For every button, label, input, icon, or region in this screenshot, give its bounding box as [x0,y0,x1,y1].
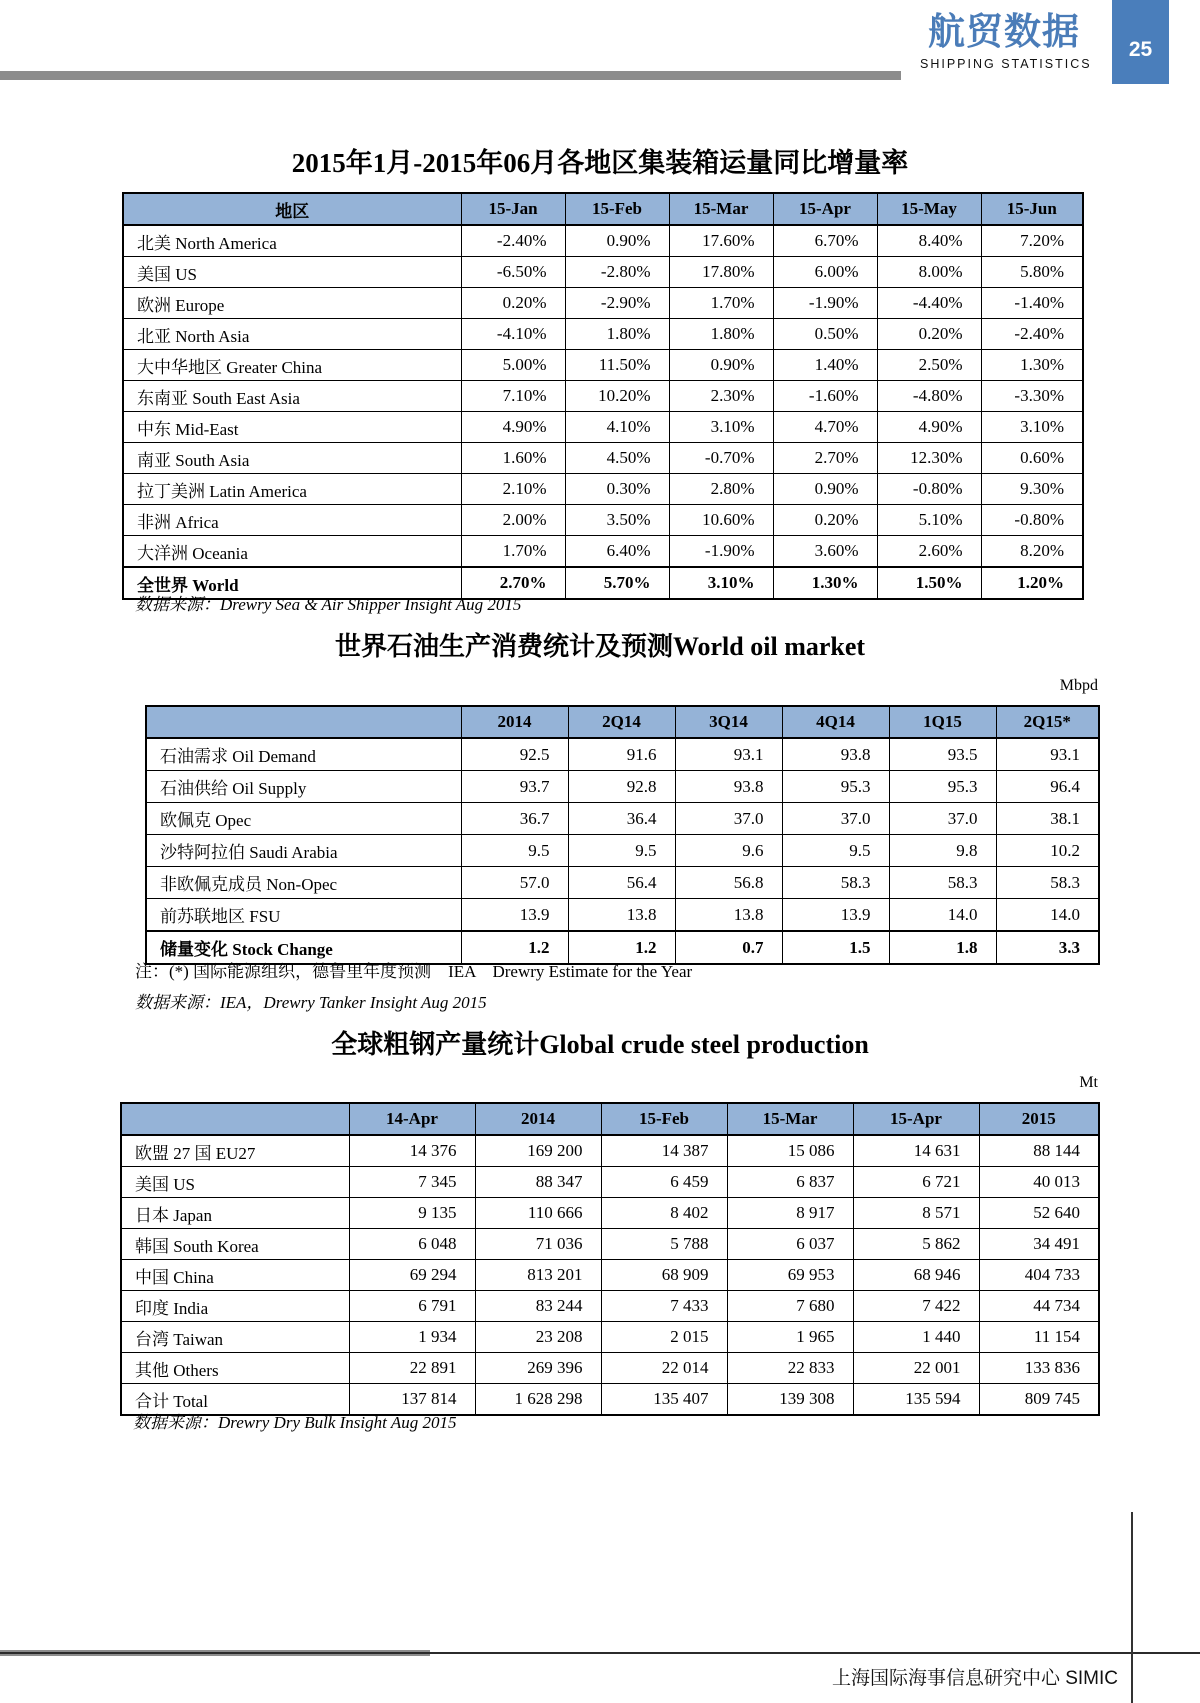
cell-value: 133 836 [979,1353,1099,1384]
cell-value: 3.10% [669,567,773,599]
cell-value: 14.0 [996,899,1099,932]
cell-value: 9.5 [782,835,889,867]
cell-value: -4.80% [877,381,981,412]
cell-value: 0.20% [877,319,981,350]
row-label: 中东 Mid-East [123,412,461,443]
row-label: 北亚 North Asia [123,319,461,350]
cell-value: -2.40% [461,225,565,257]
cell-value: 5 788 [601,1229,727,1260]
cell-value: -2.80% [565,257,669,288]
cell-value: 37.0 [782,803,889,835]
cell-value: 13.8 [568,899,675,932]
cell-value: 8.40% [877,225,981,257]
cell-value: 5.10% [877,505,981,536]
cell-value: 9.30% [981,474,1083,505]
row-label: 欧佩克 Opec [146,803,461,835]
cell-value: 2.70% [461,567,565,599]
cell-value: 88 347 [475,1167,601,1198]
row-label: 沙特阿拉伯 Saudi Arabia [146,835,461,867]
cell-value: 9.5 [568,835,675,867]
cell-value: 6.00% [773,257,877,288]
masthead-title-en: SHIPPING STATISTICS [920,57,1092,71]
cell-value: -0.80% [877,474,981,505]
table-row [123,536,1083,568]
cell-value: 15 086 [727,1135,853,1167]
table-world-oil-market [145,705,1100,965]
cell-value: 22 014 [601,1353,727,1384]
cell-value: 52 640 [979,1198,1099,1229]
cell-value: 0.7 [675,931,782,964]
column-header: 3Q14 [675,706,782,738]
row-label: 美国 US [123,257,461,288]
page-number-badge [1112,0,1169,84]
row-label: 大中华地区 Greater China [123,350,461,381]
cell-value: 58.3 [889,867,996,899]
cell-value: -1.60% [773,381,877,412]
row-label: 东南亚 South East Asia [123,381,461,412]
cell-value: 9.6 [675,835,782,867]
cell-value: 1.80% [669,319,773,350]
cell-value: 6 721 [853,1167,979,1198]
cell-value: 404 733 [979,1260,1099,1291]
table-row [121,1135,1099,1167]
cell-value: -1.90% [773,288,877,319]
column-header: 地区 [123,193,461,225]
cell-value: 9 135 [349,1198,475,1229]
cell-value: 1.40% [773,350,877,381]
row-label: 合计 Total [121,1384,349,1416]
row-label: 欧洲 Europe [123,288,461,319]
table-row [121,1353,1099,1384]
cell-value: 9.5 [461,835,568,867]
cell-value: 1.30% [981,350,1083,381]
cell-value: -4.40% [877,288,981,319]
cell-value: 10.20% [565,381,669,412]
table2-note: 注：(*) 国际能源组织，德鲁里年度预测 IEA Drewry Estimate for the Year [135,962,693,981]
column-header [121,1103,349,1135]
cell-value: 13.9 [782,899,889,932]
cell-value: 8.20% [981,536,1083,568]
table-row [121,1260,1099,1291]
column-header: 15-Mar [669,193,773,225]
cell-value: 3.10% [669,412,773,443]
column-header: 15-Jan [461,193,565,225]
cell-value: 1 440 [853,1322,979,1353]
cell-value: 1.70% [461,536,565,568]
table-row [146,771,1099,803]
source-label: 数据来源： [135,993,220,1012]
cell-value: 91.6 [568,738,675,771]
cell-value: 6 048 [349,1229,475,1260]
cell-value: 58.3 [782,867,889,899]
row-label: 前苏联地区 FSU [146,899,461,932]
cell-value: 5.80% [981,257,1083,288]
table2-title: 世界石油生产消费统计及预测World oil market [334,632,866,661]
cell-value: -1.90% [669,536,773,568]
column-header [146,706,461,738]
cell-value: 0.20% [773,505,877,536]
cell-value: 17.80% [669,257,773,288]
table-row [123,257,1083,288]
cell-value: 0.20% [461,288,565,319]
cell-value: 14 387 [601,1135,727,1167]
cell-value: 23 208 [475,1322,601,1353]
column-header: 2Q14 [568,706,675,738]
row-label: 全世界 World [123,567,461,599]
column-header: 14-Apr [349,1103,475,1135]
cell-value: 137 814 [349,1384,475,1416]
table-row [146,899,1099,932]
cell-value: 6.70% [773,225,877,257]
cell-value: 12.30% [877,443,981,474]
cell-value: 69 953 [727,1260,853,1291]
column-header: 2014 [475,1103,601,1135]
cell-value: 4.90% [877,412,981,443]
source-text: IEA，Drewry Tanker Insight Aug 2015 [220,993,487,1012]
cell-value: 14 376 [349,1135,475,1167]
row-label: 台湾 Taiwan [121,1322,349,1353]
cell-value: 93.8 [782,738,889,771]
cell-value: 8 402 [601,1198,727,1229]
row-label: 日本 Japan [121,1198,349,1229]
cell-value: 4.50% [565,443,669,474]
cell-value: 8 571 [853,1198,979,1229]
cell-value: 0.90% [565,225,669,257]
table-row [123,443,1083,474]
cell-value: 37.0 [889,803,996,835]
table-row [121,1198,1099,1229]
cell-value: 3.3 [996,931,1099,964]
table-row [121,1229,1099,1260]
cell-value: 36.7 [461,803,568,835]
cell-value: -4.10% [461,319,565,350]
cell-value: 8.00% [877,257,981,288]
cell-value: 2.30% [669,381,773,412]
table3-title: 全球粗钢产量统计Global crude steel production [331,1030,869,1059]
cell-value: 13.8 [675,899,782,932]
table-row [123,412,1083,443]
column-header: 15-Mar [727,1103,853,1135]
column-header: 15-Feb [601,1103,727,1135]
cell-value: 13.9 [461,899,568,932]
cell-value: 6 791 [349,1291,475,1322]
cell-value: -6.50% [461,257,565,288]
footer-vertical-rule [1131,1512,1133,1703]
table-row [123,474,1083,505]
cell-value: 3.10% [981,412,1083,443]
column-header: 2014 [461,706,568,738]
header-rule [0,71,901,80]
cell-value: 809 745 [979,1384,1099,1416]
row-label: 石油需求 Oil Demand [146,738,461,771]
cell-value: 1.30% [773,567,877,599]
cell-value: -0.70% [669,443,773,474]
cell-value: 58.3 [996,867,1099,899]
column-header: 15-Feb [565,193,669,225]
cell-value: 38.1 [996,803,1099,835]
cell-value: 95.3 [889,771,996,803]
cell-value: 2.80% [669,474,773,505]
column-header: 15-Apr [853,1103,979,1135]
cell-value: 2.70% [773,443,877,474]
cell-value: 7 680 [727,1291,853,1322]
row-label: 北美 North America [123,225,461,257]
row-label: 南亚 South Asia [123,443,461,474]
cell-value: 44 734 [979,1291,1099,1322]
cell-value: 10.60% [669,505,773,536]
cell-value: 92.5 [461,738,568,771]
cell-value: 14 631 [853,1135,979,1167]
cell-value: 3.50% [565,505,669,536]
cell-value: 68 909 [601,1260,727,1291]
row-label: 大洋洲 Oceania [123,536,461,568]
table-row [123,319,1083,350]
cell-value: 10.2 [996,835,1099,867]
cell-value: -1.40% [981,288,1083,319]
cell-value: 93.8 [675,771,782,803]
column-header: 15-Apr [773,193,877,225]
cell-value: 0.30% [565,474,669,505]
cell-value: 22 891 [349,1353,475,1384]
cell-value: 5 862 [853,1229,979,1260]
cell-value: 1.5 [782,931,889,964]
table-row [123,225,1083,257]
masthead [920,10,1092,71]
cell-value: 9.8 [889,835,996,867]
table-row [121,1167,1099,1198]
row-label: 储量变化 Stock Change [146,931,461,964]
cell-value: 93.1 [675,738,782,771]
row-label: 欧盟 27 国 EU27 [121,1135,349,1167]
cell-value: 69 294 [349,1260,475,1291]
table1-source [135,590,521,615]
cell-value: 93.7 [461,771,568,803]
cell-value: 1 628 298 [475,1384,601,1416]
cell-value: 139 308 [727,1384,853,1416]
column-header: 15-May [877,193,981,225]
table-row [123,381,1083,412]
cell-value: 6 837 [727,1167,853,1198]
cell-value: 93.5 [889,738,996,771]
table2-unit-label: Mbpd [1059,677,1098,694]
cell-value: 56.8 [675,867,782,899]
cell-value: 93.1 [996,738,1099,771]
cell-value: 1.2 [568,931,675,964]
cell-value: 83 244 [475,1291,601,1322]
cell-value: 22 001 [853,1353,979,1384]
column-header: 2Q15* [996,706,1099,738]
source-label: 数据来源： [135,595,220,614]
cell-value: -2.90% [565,288,669,319]
table-row [123,350,1083,381]
table-row [146,738,1099,771]
cell-value: 135 407 [601,1384,727,1416]
cell-value: 7.10% [461,381,565,412]
cell-value: 7 433 [601,1291,727,1322]
cell-value: 1.2 [461,931,568,964]
cell-value: 110 666 [475,1198,601,1229]
table1-title: 2015年1月-2015年06月各地区集装箱运量同比增量率 [291,148,909,178]
cell-value: 1.8 [889,931,996,964]
cell-value: 813 201 [475,1260,601,1291]
cell-value: 22 833 [727,1353,853,1384]
row-label: 印度 India [121,1291,349,1322]
cell-value: 88 144 [979,1135,1099,1167]
row-label: 其他 Others [121,1353,349,1384]
column-header: 2015 [979,1103,1099,1135]
table-header-row [146,706,1099,738]
cell-value: 5.00% [461,350,565,381]
cell-value: 95.3 [782,771,889,803]
cell-value: 5.70% [565,567,669,599]
cell-value: 7 422 [853,1291,979,1322]
footer-rule [0,1652,1200,1654]
cell-value: 2.60% [877,536,981,568]
source-text: Drewry Sea & Air Shipper Insight Aug 2015 [220,595,522,614]
cell-value: 71 036 [475,1229,601,1260]
table-row [121,1322,1099,1353]
cell-value: 1.80% [565,319,669,350]
cell-value: 8 917 [727,1198,853,1229]
cell-value: 3.60% [773,536,877,568]
source-label: 数据来源： [133,1413,218,1432]
cell-value: 1.20% [981,567,1083,599]
row-label: 石油供给 Oil Supply [146,771,461,803]
row-label: 非欧佩克成员 Non-Opec [146,867,461,899]
row-label: 非洲 Africa [123,505,461,536]
cell-value: 40 013 [979,1167,1099,1198]
cell-value: 92.8 [568,771,675,803]
cell-value: 2 015 [601,1322,727,1353]
cell-value: 7 345 [349,1167,475,1198]
table3-unit-label: Mt [1079,1074,1098,1091]
masthead-title-cn: 航贸数据 [928,11,1080,52]
cell-value: 2.10% [461,474,565,505]
cell-value: 34 491 [979,1229,1099,1260]
cell-value: 1.50% [877,567,981,599]
footer-organization: 上海国际海事信息研究中心 SIMIC [831,1668,1118,1689]
table-row [146,803,1099,835]
table-row [146,867,1099,899]
cell-value: -0.80% [981,505,1083,536]
row-label: 中国 China [121,1260,349,1291]
table-header-row [121,1103,1099,1135]
cell-value: 0.60% [981,443,1083,474]
cell-value: 4.70% [773,412,877,443]
cell-value: 37.0 [675,803,782,835]
cell-value: 56.4 [568,867,675,899]
table-row [123,505,1083,536]
cell-value: 6 459 [601,1167,727,1198]
cell-value: 4.90% [461,412,565,443]
table-row [121,1291,1099,1322]
cell-value: 4.10% [565,412,669,443]
cell-value: 57.0 [461,867,568,899]
table-global-crude-steel [120,1102,1100,1416]
table2-source [135,988,487,1013]
cell-value: 0.90% [773,474,877,505]
table3-source [133,1408,456,1433]
cell-value: 6 037 [727,1229,853,1260]
row-label: 拉丁美洲 Latin America [123,474,461,505]
cell-value: 36.4 [568,803,675,835]
source-text: Drewry Dry Bulk Insight Aug 2015 [218,1413,457,1432]
cell-value: 135 594 [853,1384,979,1416]
cell-value: 1 965 [727,1322,853,1353]
table-header-row [123,193,1083,225]
cell-value: 1 934 [349,1322,475,1353]
column-header: 4Q14 [782,706,889,738]
row-label: 韩国 South Korea [121,1229,349,1260]
cell-value: 1.70% [669,288,773,319]
cell-value: 0.90% [669,350,773,381]
cell-value: 169 200 [475,1135,601,1167]
cell-value: 68 946 [853,1260,979,1291]
cell-value: 14.0 [889,899,996,932]
cell-value: 1.60% [461,443,565,474]
table-row [123,288,1083,319]
cell-value: 2.50% [877,350,981,381]
table-row [146,835,1099,867]
cell-value: 96.4 [996,771,1099,803]
row-label: 美国 US [121,1167,349,1198]
page-number: 25 [1128,38,1153,61]
cell-value: 6.40% [565,536,669,568]
cell-value: 7.20% [981,225,1083,257]
cell-value: 17.60% [669,225,773,257]
column-header: 15-Jun [981,193,1083,225]
cell-value: 2.00% [461,505,565,536]
cell-value: 11 154 [979,1322,1099,1353]
table-regional-container-volume [122,192,1084,600]
cell-value: 269 396 [475,1353,601,1384]
cell-value: 0.50% [773,319,877,350]
cell-value: 11.50% [565,350,669,381]
cell-value: -2.40% [981,319,1083,350]
column-header: 1Q15 [889,706,996,738]
cell-value: -3.30% [981,381,1083,412]
